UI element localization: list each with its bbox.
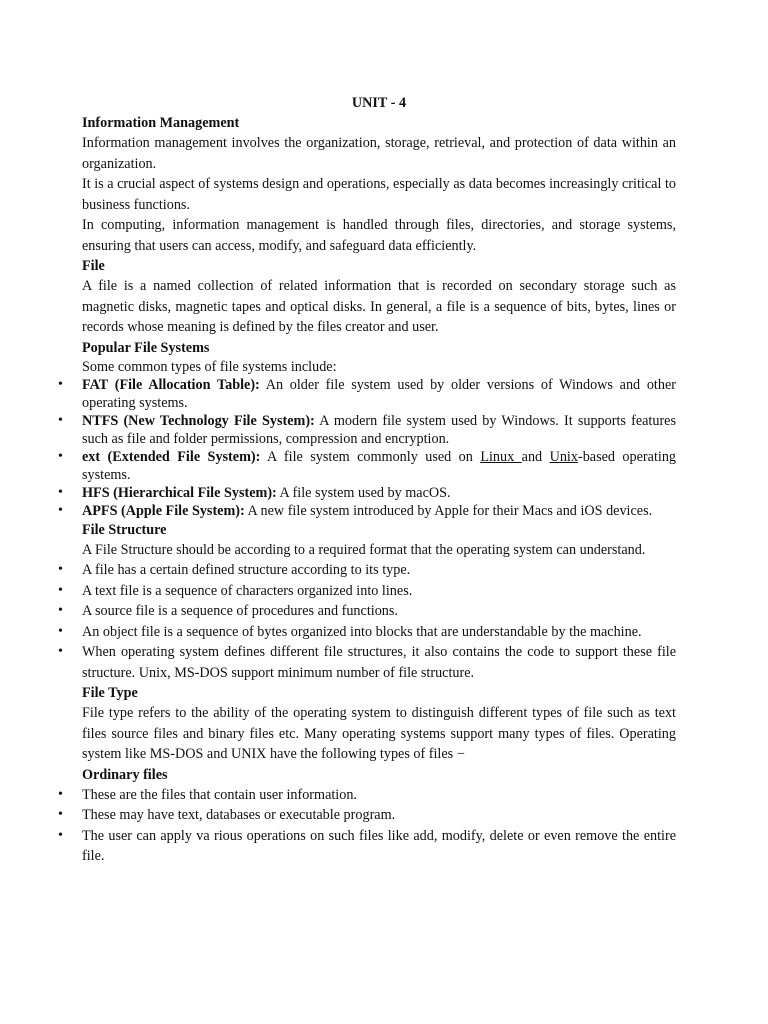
file-structure-list [82, 560, 676, 683]
paragraph: In computing, information management is handled through files, directories, and storage systems, ensuring that users can access, modify, and safeguard data efficiently. [82, 217, 676, 254]
heading-ordinary-files: Ordinary files [82, 766, 168, 783]
heading-popular-file-systems: Popular File Systems [82, 339, 210, 356]
list-item: • When operating system defines different file structures, it also contains the code to support these file structure. Unix, MS-DOS support minimum number of file structure. [82, 642, 676, 683]
document-page [82, 93, 676, 867]
list-item-term: HFS (Hierarchical File System): [82, 484, 277, 501]
list-item: • An object file is a sequence of bytes organized into blocks that are understandable by the machine. [82, 622, 676, 643]
list-item [82, 448, 676, 484]
paragraph: Information management involves the organization, storage, retrieval, and protection of data within an organization. [82, 135, 676, 172]
paragraph: A File Structure should be according to a required format that the operating system can understand. [82, 541, 646, 558]
list-item [82, 502, 676, 520]
heading-information-management: Information Management [82, 115, 240, 131]
unit-title: UNIT - 4 [351, 95, 407, 111]
paragraph: A file is a named collection of related information that is recorded on secondary storage such as magnetic disks, magnetic tapes and optical disks. In general, a file is a sequence of bits, bytes, lines or records whose meaning is defined by the files creator and user. [82, 278, 676, 335]
list-item: • A text file is a sequence of characters organized into lines. [82, 581, 676, 602]
list-item: • The user can apply va rious operations on such files like add, modify, delete or even remove the entire file. [82, 826, 676, 867]
list-item-term: NTFS (New Technology File System): [82, 412, 315, 429]
list-item-term: ext (Extended File System): [82, 448, 261, 465]
file-systems-list [82, 376, 676, 520]
list-item-term: APFS (Apple File System): [82, 502, 245, 519]
list-item-desc: -based operating systems. [82, 448, 677, 483]
paragraph: It is a crucial aspect of systems design and operations, especially as data becomes increasingly critical to business functions. [82, 176, 676, 213]
list-item: • These are the files that contain user information. [82, 785, 676, 806]
list-item: • These may have text, databases or executable program. [82, 805, 676, 826]
list-item-desc: A file system commonly used on [260, 448, 481, 465]
paragraph: Some common types of file systems include: [82, 358, 337, 375]
unix-link[interactable]: Unix [549, 448, 578, 465]
list-item: • A file has a certain defined structure according to its type. [82, 560, 676, 581]
list-item-desc: and [521, 448, 550, 465]
list-item [82, 484, 676, 502]
list-item-desc: A new file system introduced by Apple for their Macs and iOS devices. [244, 502, 653, 519]
heading-file-structure: File Structure [82, 521, 167, 538]
heading-file: File [82, 258, 105, 274]
heading-file-type: File Type [82, 685, 138, 701]
paragraph: File type refers to the ability of the operating system to distinguish different types of file such as text files source files and binary files etc. Many operating systems support many types of files. Operating system like MS-DOS and UNIX have the following types of files − [82, 705, 676, 762]
list-item-desc: A file system used by macOS. [276, 484, 451, 501]
list-item: • A source file is a sequence of procedures and functions. [82, 601, 676, 622]
list-item [82, 412, 676, 448]
list-item-term: FAT (File Allocation Table): [82, 376, 260, 393]
list-item-desc: A modern file system used by Windows. It supports features such as file and folder permissions, compression and encryption. [82, 412, 677, 447]
ordinary-files-list [82, 785, 676, 867]
list-item-desc: An older file system used by older versions of Windows and other operating systems. [82, 376, 676, 411]
linux-link[interactable]: Linux [480, 448, 522, 465]
list-item [82, 376, 676, 412]
